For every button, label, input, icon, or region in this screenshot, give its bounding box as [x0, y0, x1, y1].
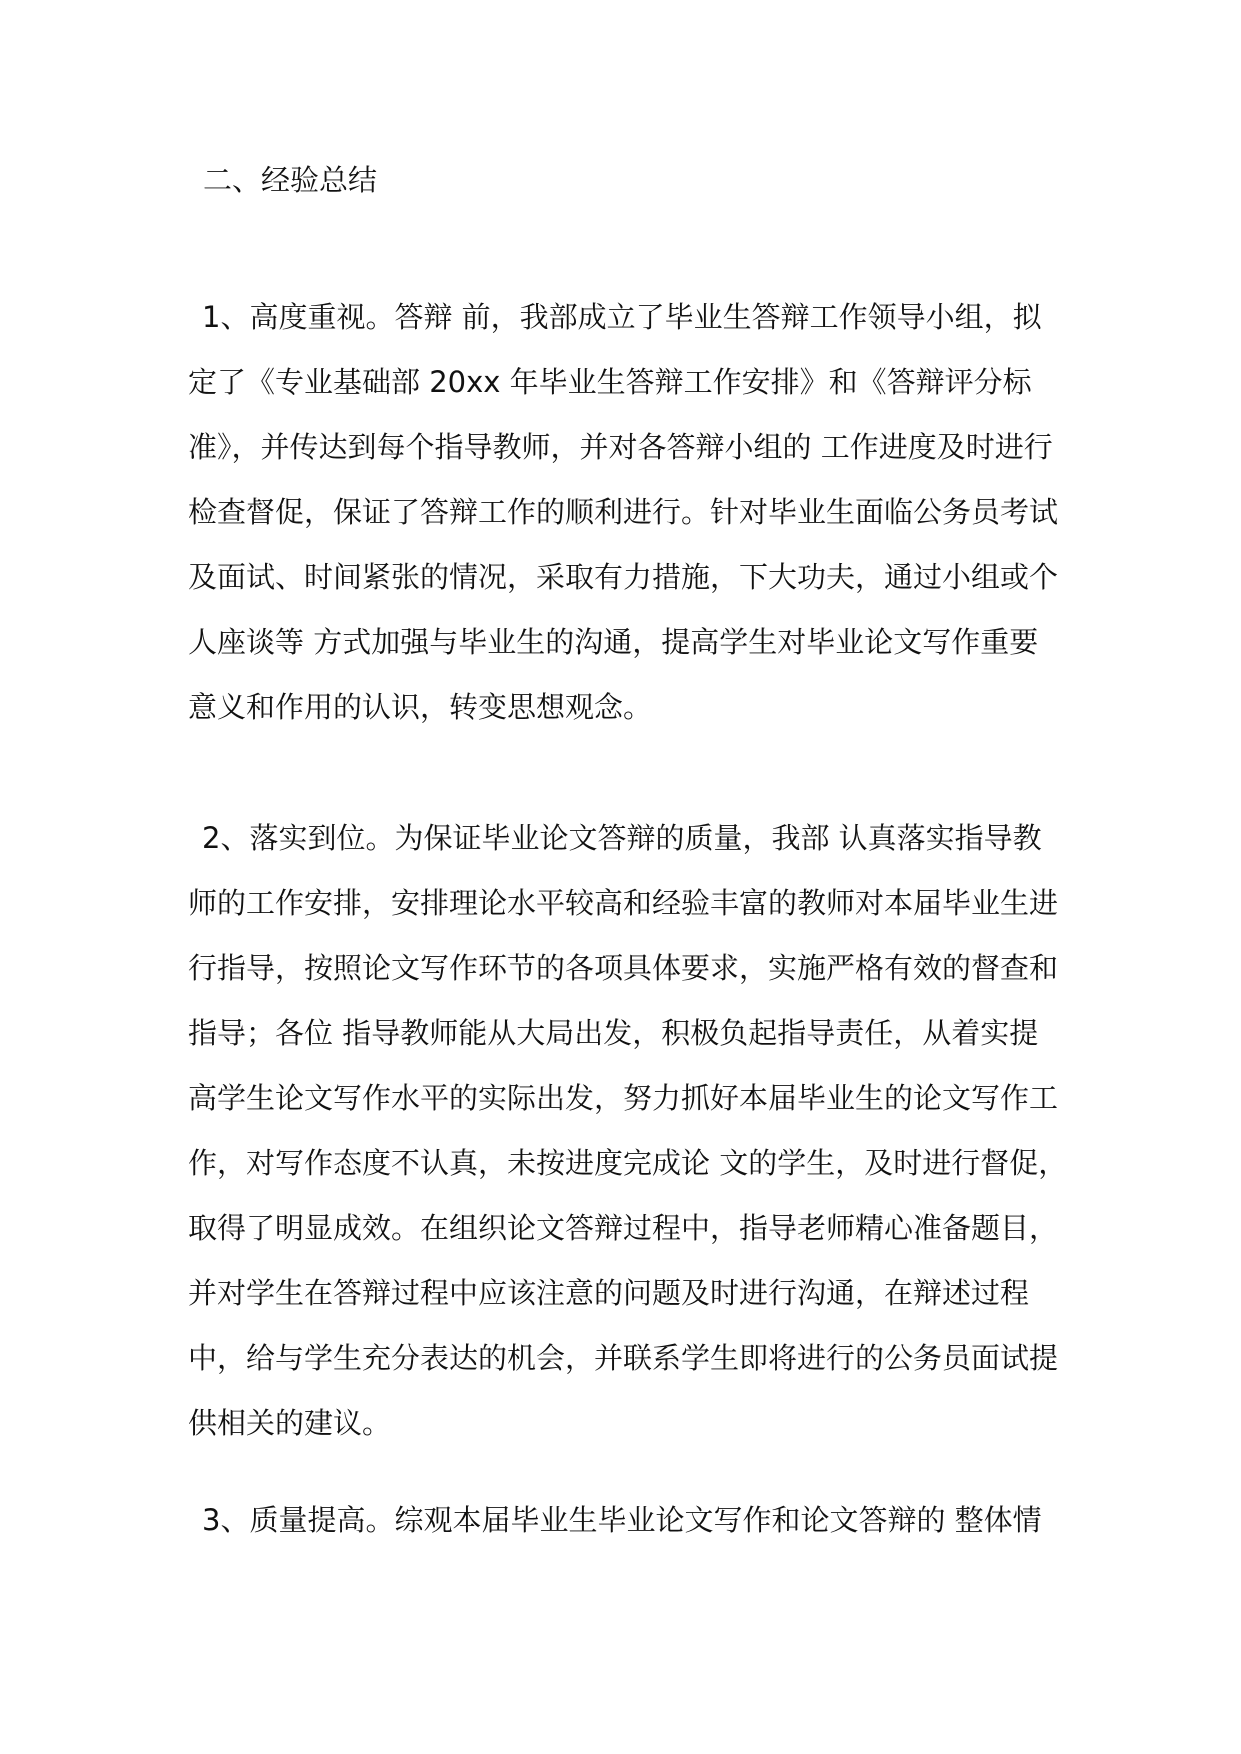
paragraph-line: 并对学生在答辩过程中应该注意的问题及时进行沟通，在辩述过程	[188, 1276, 1030, 1310]
paragraph-line: 高学生论文写作水平的实际出发，努力抓好本届毕业生的论文写作工	[188, 1081, 1059, 1115]
paragraph-line: 3、质量提高。综观本届毕业生毕业论文写作和论文答辩的 整体情	[202, 1503, 1042, 1537]
paragraph-line: 意义和作用的认识，转变思想观念。	[188, 690, 653, 724]
section-heading: 二、经验总结	[203, 163, 378, 197]
paragraph-line: 行指导，按照论文写作环节的各项具体要求，实施严格有效的督查和	[188, 951, 1059, 985]
paragraph-line: 师的工作安排，安排理论水平较高和经验丰富的教师对本届毕业生进	[188, 886, 1059, 920]
paragraph-1	[188, 285, 1083, 740]
paragraph-line: 2、落实到位。为保证毕业论文答辩的质量，我部 认真落实指导教	[202, 821, 1042, 855]
paragraph-line: 检查督促，保证了答辩工作的顺利进行。针对毕业生面临公务员考试	[188, 495, 1059, 529]
paragraph-line: 取得了明显成效。在组织论文答辩过程中，指导老师精心准备题目，	[188, 1211, 1059, 1245]
paragraph-line: 准》，并传达到每个指导教师，并对各答辩小组的 工作进度及时进行	[188, 430, 1053, 464]
paragraph-line: 定了《专业基础部 20xx 年毕业生答辩工作安排》和《答辩评分标	[188, 365, 1032, 399]
paragraph-3	[188, 1488, 1083, 1553]
paragraph-2	[188, 806, 1083, 1456]
paragraph-line: 供相关的建议。	[188, 1406, 392, 1440]
paragraph-line: 人座谈等 方式加强与毕业生的沟通，提高学生对毕业论文写作重要	[188, 625, 1039, 659]
paragraph-line: 作，对写作态度不认真，未按进度完成论 文的学生，及时进行督促，	[188, 1146, 1068, 1180]
paragraph-line: 1、高度重视。答辩 前，我部成立了毕业生答辩工作领导小组，拟	[202, 300, 1042, 334]
paragraph-line: 指导；各位 指导教师能从大局出发，积极负起指导责任，从着实提	[188, 1016, 1039, 1050]
paragraph-line: 中，给与学生充分表达的机会，并联系学生即将进行的公务员面试提	[188, 1341, 1059, 1375]
paragraph-line: 及面试、时间紧张的情况，采取有力措施，下大功夫，通过小组或个	[188, 560, 1059, 594]
